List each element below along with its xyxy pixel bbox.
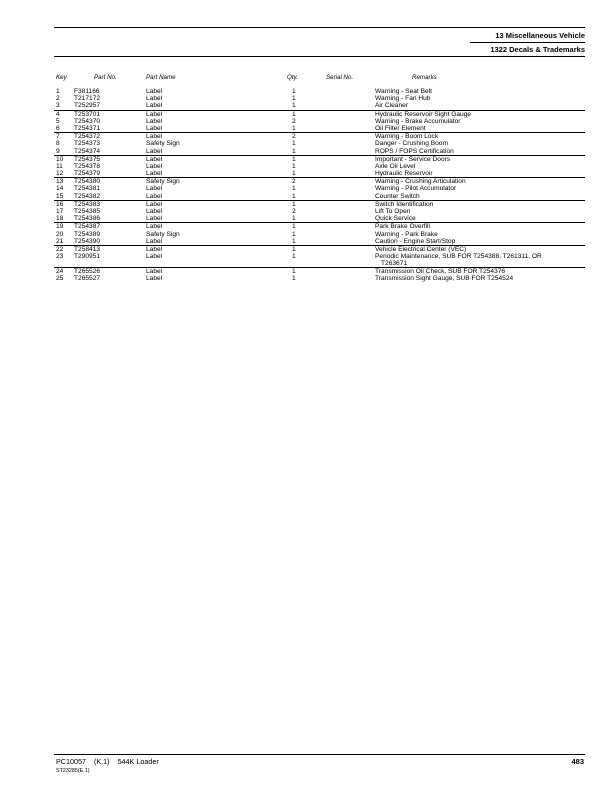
row-part-name: Label — [146, 267, 163, 275]
row-part-no: T265526 — [74, 267, 101, 275]
table-row — [54, 118, 585, 125]
row-part-no: T254386 — [74, 215, 101, 223]
table-row — [54, 177, 585, 185]
row-key: 4 — [56, 110, 60, 118]
table-row — [54, 253, 585, 267]
row-qty: 1 — [292, 223, 296, 231]
table-row — [54, 110, 585, 118]
row-qty: 1 — [292, 274, 296, 282]
row-key: 9 — [56, 147, 60, 155]
table-row — [54, 148, 585, 155]
row-part-no: T252957 — [74, 102, 101, 110]
row-remarks: Warning - Fan Hub — [375, 95, 431, 103]
row-remarks: Transmission Sight Gauge, SUB FOR T254524 — [375, 274, 514, 282]
row-part-name: Label — [146, 117, 163, 125]
row-qty: 1 — [292, 253, 296, 261]
footer-revision: (K.1) — [93, 757, 110, 766]
row-part-name: Label — [146, 185, 163, 193]
table-row — [54, 215, 585, 222]
table-row — [54, 163, 585, 170]
row-qty: 1 — [292, 102, 296, 110]
row-part-no: T258413 — [74, 245, 101, 253]
row-part-no: T254374 — [74, 147, 101, 155]
row-part-no: F381166 — [74, 88, 100, 95]
row-remarks: Danger - Crushing Boom — [375, 140, 448, 148]
row-key: 11 — [56, 162, 63, 170]
row-part-no: T254370 — [74, 117, 101, 125]
row-qty: 1 — [292, 95, 296, 103]
row-key: 18 — [56, 215, 64, 223]
row-remarks: Warning - Seat Belt — [375, 88, 432, 95]
table-row — [54, 132, 585, 140]
row-key: 14 — [56, 185, 64, 193]
row-part-no: T265527 — [74, 274, 101, 282]
row-part-name: Label — [146, 95, 163, 103]
section-title: 13 Miscellaneous Vehicle — [495, 31, 585, 40]
row-qty: 1 — [292, 230, 296, 238]
header-bottom-rule — [54, 56, 585, 57]
row-key: 12 — [56, 170, 64, 178]
table-row — [54, 222, 585, 230]
col-remarks-header: Remarks — [412, 74, 437, 81]
row-remarks: Warning - Brake Accumulator — [375, 117, 461, 125]
table-row — [54, 267, 585, 275]
row-qty: 2 — [292, 133, 296, 141]
row-remarks: Warning - Boom Lock — [375, 133, 439, 141]
row-key: 22 — [56, 245, 64, 253]
row-part-name: Label — [146, 237, 163, 245]
table-row — [54, 200, 585, 208]
row-remarks: Air Cleaner — [375, 102, 408, 110]
row-part-name: Safety Sign — [146, 178, 180, 186]
row-part-name: Label — [146, 223, 163, 231]
row-qty: 1 — [292, 215, 296, 223]
row-part-name: Label — [146, 155, 163, 163]
row-part-name: Label — [146, 253, 163, 261]
row-part-name: Label — [146, 110, 163, 118]
table-row — [54, 185, 585, 192]
row-part-name: Label — [146, 200, 163, 208]
row-remarks-line1: Periodic Maintenance, SUB FOR T254388, T261311, OR — [375, 253, 542, 261]
row-key: 13 — [56, 178, 64, 186]
row-key: 21 — [56, 237, 64, 245]
row-remarks: Lift To Open — [375, 208, 411, 215]
row-remarks — [375, 253, 542, 267]
row-qty: 1 — [292, 147, 296, 155]
row-qty: 1 — [292, 200, 296, 208]
row-key: 16 — [56, 200, 64, 208]
row-remarks: Switch Identification — [375, 200, 434, 208]
row-part-name: Label — [146, 133, 163, 141]
row-part-name: Label — [146, 192, 163, 200]
row-remarks: Oil Filter Element — [375, 124, 426, 132]
row-part-no: T254373 — [74, 140, 101, 148]
table-row — [54, 88, 585, 95]
row-key: 20 — [56, 230, 64, 238]
row-qty: 1 — [292, 162, 296, 170]
row-part-no: T254378 — [74, 162, 101, 170]
row-part-no: T254372 — [74, 133, 101, 141]
row-part-name: Label — [146, 162, 163, 170]
row-part-no: T254375 — [74, 155, 101, 163]
row-remarks: Important - Service Doors — [375, 155, 451, 163]
row-qty: 1 — [292, 185, 296, 193]
row-remarks: Warning - Pilot Accumulator — [375, 185, 457, 193]
row-key: 25 — [56, 274, 64, 282]
row-part-name: Safety Sign — [146, 230, 180, 238]
row-remarks: Quick Service — [375, 215, 416, 223]
row-key: 23 — [56, 253, 64, 261]
row-key: 5 — [56, 117, 60, 125]
row-part-name: Label — [146, 124, 163, 132]
parts-table — [54, 88, 585, 282]
table-row — [54, 170, 585, 177]
table-row — [54, 238, 585, 245]
table-row — [54, 275, 585, 282]
col-serial-no-header: Serial No. — [326, 74, 354, 81]
col-part-no-header: Part No. — [94, 74, 117, 81]
row-qty: 1 — [292, 192, 296, 200]
subsection-title: 1322 Decals & Trademarks — [490, 45, 585, 54]
row-part-name: Label — [146, 274, 163, 282]
table-row — [54, 102, 585, 109]
row-qty: 1 — [292, 110, 296, 118]
row-part-no: T290951 — [74, 253, 101, 261]
col-part-name-header: Part Name — [146, 74, 176, 81]
row-part-no: T254381 — [74, 185, 101, 193]
footer-doc-id: PC10057 — [56, 757, 86, 766]
col-key-header: Key — [56, 74, 67, 81]
row-qty: 2 — [292, 117, 296, 125]
row-qty: 1 — [292, 155, 296, 163]
footer-rule — [54, 754, 585, 755]
table-row — [54, 231, 585, 238]
row-key: 7 — [56, 133, 60, 141]
row-qty: 1 — [292, 170, 296, 178]
row-qty: 1 — [292, 140, 296, 148]
row-remarks: Caution - Engine Start/Stop — [375, 237, 456, 245]
row-part-no: T254382 — [74, 192, 101, 200]
row-key: 6 — [56, 124, 60, 132]
row-remarks: Warning - Crushing Articulation — [375, 178, 466, 186]
row-remarks: ROPS / FOPS Certification — [375, 147, 454, 155]
page-number: 483 — [571, 757, 584, 766]
col-qty-header: Qty. — [287, 74, 298, 81]
row-key: 17 — [56, 208, 64, 215]
footer-doc-line — [56, 757, 159, 766]
row-key: 10 — [56, 155, 64, 163]
row-part-name: Label — [146, 102, 163, 110]
row-key: 2 — [56, 95, 60, 103]
row-remarks-line2: T263671 — [381, 260, 408, 268]
footer-model: 544K Loader — [117, 757, 159, 766]
table-row — [54, 95, 585, 102]
row-qty: 2 — [292, 178, 296, 186]
table-row — [54, 155, 585, 163]
row-key: 1 — [56, 88, 60, 95]
row-remarks: Warning - Park Brake — [375, 230, 438, 238]
table-row — [54, 125, 585, 132]
table-row — [54, 208, 585, 215]
row-remarks: Hydraulic Reservoir Sight Gauge — [375, 110, 472, 118]
row-remarks: Hydraulic Reservoir — [375, 170, 433, 178]
row-part-name: Label — [146, 170, 163, 178]
row-key: 24 — [56, 267, 64, 275]
row-remarks: Vehicle Electrical Center (VEC) — [375, 245, 467, 253]
row-remarks: Park Brake Overfill — [375, 223, 430, 231]
table-row — [54, 245, 585, 253]
header-top-rule — [54, 27, 585, 28]
row-part-no: T253701 — [74, 110, 101, 118]
row-key: 8 — [56, 140, 60, 148]
row-remarks: Counter Switch — [375, 192, 420, 200]
row-key: 15 — [56, 192, 64, 200]
row-qty: 2 — [292, 208, 296, 215]
row-part-no: T254389 — [74, 230, 101, 238]
row-qty: 1 — [292, 124, 296, 132]
table-row — [54, 193, 585, 200]
row-remarks: Axle Oil Level — [375, 162, 416, 170]
row-remarks: Transmission Oil Check, SUB FOR T254376 — [375, 267, 506, 275]
footer-code: ST23285(E.1) — [56, 768, 90, 774]
row-part-no: T254385 — [74, 208, 101, 215]
row-qty: 1 — [292, 237, 296, 245]
row-part-name: Label — [146, 245, 163, 253]
row-part-no: T254371 — [74, 124, 101, 132]
row-part-name: Label — [146, 215, 163, 223]
row-qty: 1 — [292, 245, 296, 253]
row-key: 19 — [56, 223, 64, 231]
row-part-no: T254387 — [74, 223, 101, 231]
row-part-name: Label — [146, 88, 163, 95]
row-part-name: Label — [146, 208, 163, 215]
row-part-no: T254380 — [74, 178, 101, 186]
row-part-name: Label — [146, 147, 163, 155]
row-part-no: T254379 — [74, 170, 101, 178]
table-row — [54, 140, 585, 147]
row-qty: 1 — [292, 267, 296, 275]
row-part-no: T217172 — [74, 95, 101, 103]
row-key: 3 — [56, 102, 60, 110]
row-part-no: T254383 — [74, 200, 101, 208]
row-qty: 1 — [292, 88, 296, 95]
row-part-no: T254390 — [74, 237, 101, 245]
header-mid-rule — [470, 42, 585, 43]
row-part-name: Safety Sign — [146, 140, 180, 148]
